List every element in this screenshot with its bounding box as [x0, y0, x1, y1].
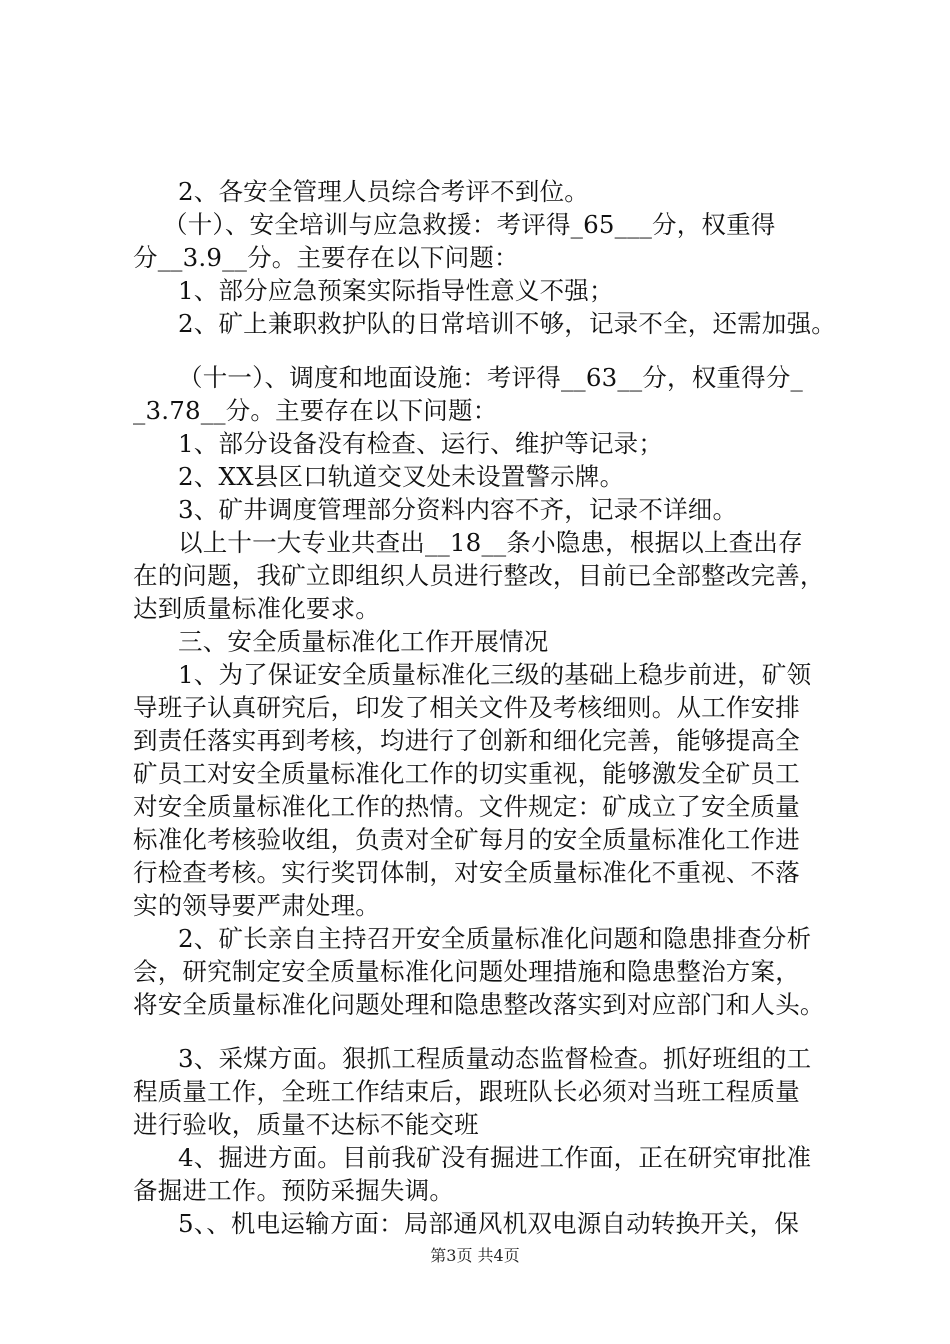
text-line: 达到质量标准化要求。 [133, 594, 380, 623]
page-number-footer: 第3页 共4页 [430, 1246, 520, 1265]
text-line: 实的领导要严肃处理。 [133, 891, 380, 920]
text-line: 到责任落实再到考核，均进行了创新和细化完善，能够提高全 [133, 726, 800, 755]
text-line: （十）、安全培训与应急救援：考评得_65___分，权重得 [163, 210, 776, 239]
text-line: （十一）、调度和地面设施：考评得__63__分，权重得分_ [178, 363, 803, 392]
text-line: 行检查考核。实行奖罚体制，对安全质量标准化不重视、不落 [133, 858, 800, 887]
section-heading: 三、安全质量标准化工作开展情况 [178, 627, 549, 656]
text-line: 将安全质量标准化问题处理和隐患整改落实到对应部门和人头。 [133, 990, 825, 1019]
text-line: 矿员工对安全质量标准化工作的切实重视，能够激发全矿员工 [133, 759, 800, 788]
text-line: 1、部分应急预案实际指导性意义不强； [178, 276, 614, 305]
text-line: _3.78__分。主要存在以下问题： [133, 396, 498, 425]
text-line: 分__3.9__分。主要存在以下问题： [133, 243, 519, 272]
text-line: 对安全质量标准化工作的热情。文件规定：矿成立了安全质量 [133, 792, 800, 821]
text-line: 3、矿井调度管理部分资料内容不齐，记录不详细。 [178, 495, 738, 524]
text-line: 在的问题，我矿立即组织人员进行整改，目前已全部整改完善， [133, 561, 825, 590]
text-line: 1、部分设备没有检查、运行、维护等记录； [178, 429, 664, 458]
text-line: 程质量工作，全班工作结束后，跟班队长必须对当班工程质量 [133, 1077, 800, 1106]
text-line: 2、各安全管理人员综合考评不到位。 [178, 177, 589, 206]
text-line: 2、XX县区口轨道交叉处未设置警示牌。 [178, 462, 625, 491]
text-line: 备掘进工作。预防采掘失调。 [133, 1176, 455, 1205]
text-line: 5、、机电运输方面：局部通风机双电源自动转换开关，保 [178, 1209, 800, 1238]
text-line: 会，研究制定安全质量标准化问题处理措施和隐患整治方案， [133, 957, 800, 986]
text-line: 2、矿长亲自主持召开安全质量标准化问题和隐患排查分析 [178, 924, 812, 953]
text-line: 进行验收，质量不达标不能交班 [133, 1110, 479, 1139]
text-line: 2、矿上兼职救护队的日常培训不够，记录不全，还需加强。 [178, 309, 836, 338]
text-line: 标准化考核验收组，负责对全矿每月的安全质量标准化工作进 [133, 825, 800, 854]
text-line: 导班子认真研究后，印发了相关文件及考核细则。从工作安排 [133, 693, 800, 722]
text-line: 4、掘进方面。目前我矿没有掘进工作面，正在研究审批准 [178, 1143, 812, 1172]
text-line: 3、采煤方面。狠抓工程质量动态监督检查。抓好班组的工 [178, 1044, 812, 1073]
text-line: 以上十一大专业共查出__18__条小隐患，根据以上查出存 [178, 528, 803, 557]
text-line: 1、为了保证安全质量标准化三级的基础上稳步前进，矿领 [178, 660, 812, 689]
